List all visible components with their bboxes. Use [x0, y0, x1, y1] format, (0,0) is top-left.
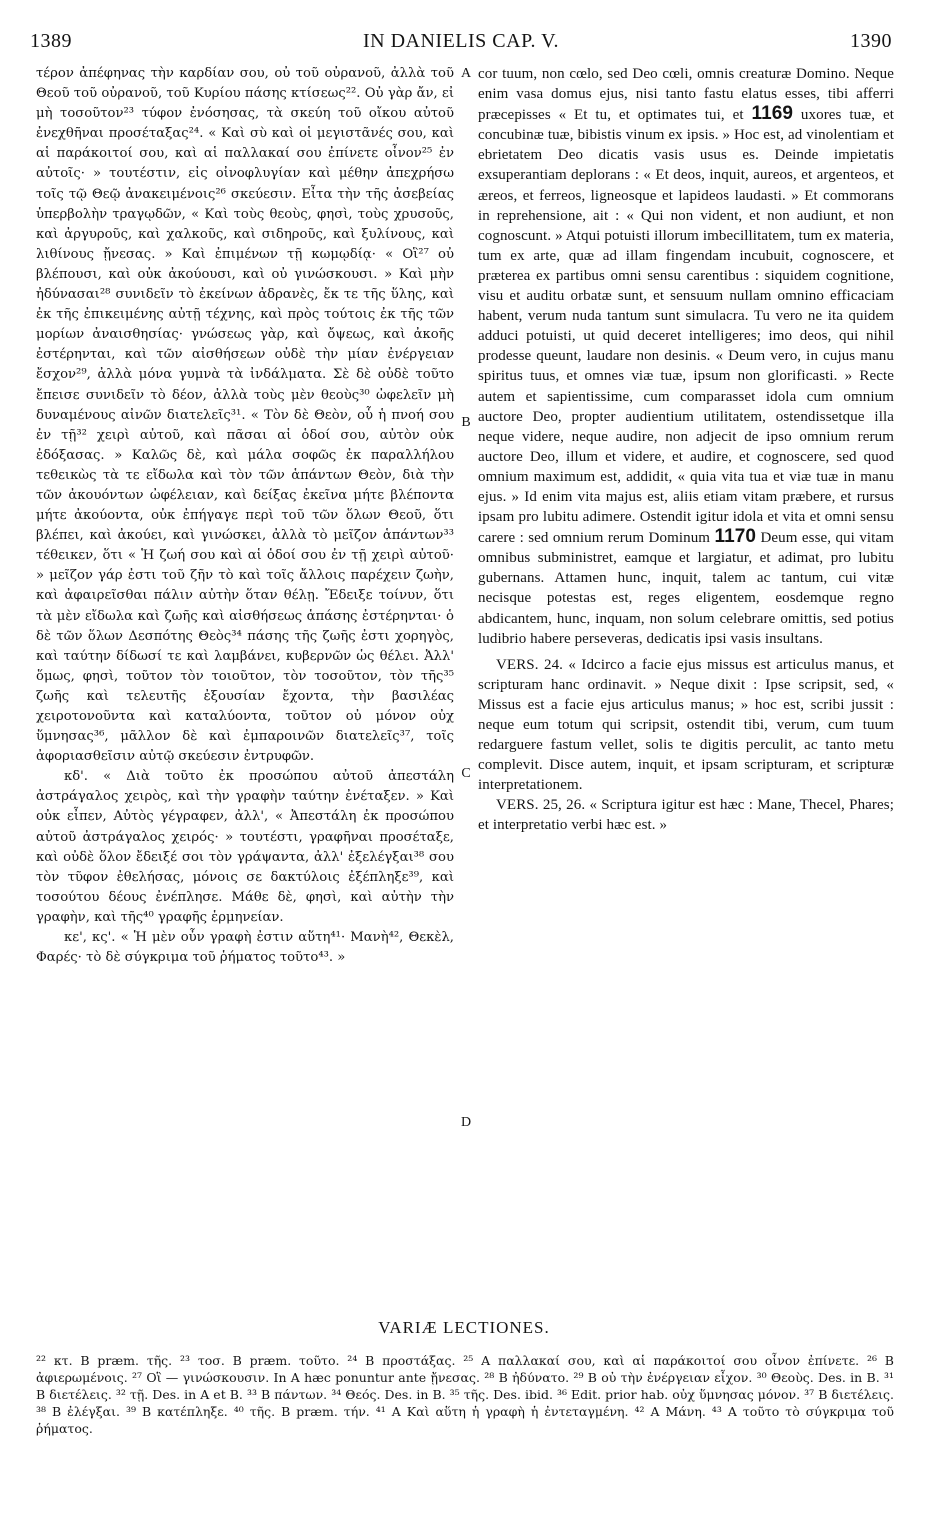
latin-verse-25-paragraph: VERS. 25, 26. « Scriptura igitur est hæc : Mane, Thecel, Phares; et interpretatio verbi hæc est. » — [478, 797, 894, 834]
running-title: IN DANIELIS CAP. V. — [362, 30, 559, 52]
latin-body-part-3: Deum esse, qui vitam omnibus subministret, eamque et largiatur, et adimat, pro lubitu gubernans. Attamen hunc, inquit, talem ac tantum, cui vitæ necisque potestas est, reges eligentem, eosdemque regno abdicantem, hunc, inquam, non solum celebrare omittis, sed potius ludibrio habere perseveras, dedicatis ipsi vasis insultans. — [478, 530, 894, 647]
column-number-1170: 1170 — [714, 526, 757, 548]
greek-body-paragraph: τέρον ἀπέφηνας τὴν καρδίαν σου, οὐ τοῦ οὐρανοῦ, ἀλλὰ τοῦ Θεοῦ τοῦ οὐρανοῦ, τοῦ Κυρίου πάσης κτίσεως²². Οὐ γὰρ ἄν, εἰ μὴ τοσοῦτον²³ τύφον ἐνόσησας, τὰ σκεύη τοῦ οἴκου αὐτοῦ ἐνεχθῆναι προσέταξας²⁴. « Καὶ σὺ καὶ οἱ μεγιστᾶνές σου, καὶ αἱ παράκοιτοί σου, καὶ αἱ παλλακαί σου ἐπίνετε οἶνον²⁵ ἐν αὐτοῖς· » τουτέστιν, εἰς οἰνοφλυγίαν καὶ μέθην ἀπεχρήσω τοῖς τῷ Θεῷ ἀνακειμένοις²⁶ σκεύεσιν. Εἶτα τὴν τῆς ἀσεβείας ὑπερβολὴν τραγῳδῶν, « Καὶ τοὺς θεοὺς, φησὶ, τοὺς χρυσοῦς, καὶ ἀργυροῦς, καὶ χαλκοῦς, καὶ σιδηροῦς, καὶ ξυλίνους, καὶ λιθίνους ᾔνεσας. » Καὶ ἐπιμένων τῇ κωμῳδίᾳ· « Οἳ²⁷ οὐ βλέπουσι, καὶ οὐκ ἀκούουσι, καὶ οὐ γινώσκουσι. » Καὶ μὴν ἠδύνασαι²⁸ συνιδεῖν τὸ ἐκείνων ἀδρανὲς, ἔκ τε τῆς ὕλης, καὶ ἐκ τῆς ἐπικειμένης αὐτῇ τέχνης, καὶ πρὸς τούτοις ἐκ τῆς τῶν μορίων ἀναισθησίας· γνώσεως γὰρ, καὶ ὄψεως, καὶ ἀκοῆς ἐστέρηνται, καὶ τῶν αἰσθήσεων οὐδὲ τὴν μίαν ἐνέργειαν ἔσχον²⁹, ἀλλὰ μόνα γυμνὰ τὰ ἰνδάλματα. Σὲ δὲ οὐδὲ τοῦτο ἔπεισε συνιδεῖν τὸ δέον, ἀλλὰ τοὺς μὲν θεοὺς³⁰ ὠφελεῖν μὴ δυναμένους αἰνῶν διατελεῖς³¹. « Τὸν δὲ Θεὸν, οὗ ἡ πνοή σου ἐν τῇ³² χειρὶ αὐτοῦ, καὶ πᾶσαι αἱ ὁδοί σου, αὐτὸν οὐκ ἐδόξασας. » Καλῶς δὲ, καὶ μάλα σοφῶς ἐκ παραλλήλου τεθεικὼς τὰ τε εἴδωλα καὶ τὸν τῶν ἁπάντων Θεὸν, διὰ τὴν τῶν ἀκουόντων ὠφέλειαν, καὶ δείξας ἐκεῖνα μήτε βλέποντα μήτε ἀκούοντα, οὐκ ἐπήγαγε περὶ τοῦ τῶν ὅλων Θεοῦ, ὅτι βλέπει, καὶ ἀκούει, καὶ γινώσκει, ἀλλὰ τὸ μεῖζον ἁπάντων³³ τέθεικεν, ὅτι « Ἡ ζωή σου καὶ αἱ ὁδοί σου ἐν τῇ χειρὶ αὐτοῦ· » μεῖζον γάρ ἐστι τοῦ ζῆν τὸ καὶ τοῖς ἄλλοις παρέχειν ζωὴν, καὶ ἀφαιρεῖσθαι πάλιν αὐτὴν ὅταν θέλῃ. Ἔδειξε τοίνυν, ὅτι τὰ μὲν εἴδωλα καὶ ζωῆς καὶ αἰσθήσεως ἁπάσης ἐστέρηνται· ὁ δὲ τῶν ὅλων Δεσπότης Θεὸς³⁴ πάσης τῆς ζωῆς ἐστι χορηγὸς, καὶ ταύτην δίδωσί τε καὶ λαμβάνει, κυβερνῶν ὡς θέλει. Ἀλλ' ὅμως, φησὶ, τοῦτον τὸν τοιοῦτον, τὸν τοσοῦτον, τὸν τῆς³⁵ ζωῆς καὶ τελευτῆς ἐξουσίαν ἔχοντα, τὴν βασιλέας χειροτονοῦντα καὶ καταλύοντα, τοῦτον οὐ μόνον οὐχ ὕμνησας³⁶, μᾶλλον δὲ καὶ ἐμπαροινῶν διατελεῖς³⁷, τοῖς ἀφοριασθεῖσιν αὐτῷ σκεύεσιν ἐντρυφῶν. — [36, 66, 454, 765]
margin-letter-a: A — [460, 66, 472, 81]
variae-lectiones-text: ²² κτ. B præm. τῆς. ²³ τοσ. B præm. τοῦτο. ²⁴ B προστάξας. ²⁵ A παλλακαί σου, καὶ αἱ παράκοιτοί σου οἶνον ἐπίνετε. ²⁶ B ἀφιερωμένοις. ²⁷ Οἳ — γινώσκουσιν. In A hæc ponuntur ante ᾔνεσας. ²⁸ B ἠδύνατο. ²⁹ B οὐ τὴν ἐνέργειαν εἶχον. ³⁰ Θεοὺς. Des. in B. ³¹ B διετέλεις. ³² τῇ. Des. in A et B. ³³ B πάντων. ³⁴ Θεός. Des. in B. ³⁵ τῆς. Des. ibid. ³⁶ Edit. prior hab. οὐχ ὕμνησας μόνον. ³⁷ B διετέλεις. ³⁸ B ἐλέγξαι. ³⁹ B κατέπληξε. ⁴⁰ τῆς. B præm. τήν. ⁴¹ A Καὶ αὕτη ἡ γραφὴ ἡ ἐντεταγμένη. ⁴² A Μάνη. ⁴³ A τοῦτο τὸ σύγκριμα τοῦ ῥήματος. — [36, 1353, 894, 1436]
page-number-right: 1390 — [850, 30, 892, 52]
greek-verse-24-paragraph: κδ'. « Διὰ τοῦτο ἐκ προσώπου αὐτοῦ ἀπεστάλη ἀστράγαλος χειρὸς, καὶ τὴν γραφὴν ταύτην ἐνέταξεν. » Καὶ οὐκ εἶπεν, Αὐτὸς γέγραφεν, ἀλλ', « Ἀπεστάλη ἐκ προσώπου αὐτοῦ ἀστράγαλος χειρός· » τουτέστι, γραφῆναι προσέταξε, καὶ οὐδὲ ὅλον ἔδειξέ σοι τὸν γράψαντα, ἀλλ' ἐξελέγξαι³⁸ σου τὸν τῦφον ἐθελήσας, μόνοις σε δακτύλοις ἐξέπληξε³⁹, καὶ τοσούτου δέους ἐνέπλησε. Μάθε δὲ, φησὶ, καὶ αὐτὴν τὴν γραφὴν, καὶ τῆς⁴⁰ γραφῆς ἑρμηνείαν. — [36, 769, 454, 925]
variae-lectiones-heading: VARIÆ LECTIONES. — [378, 1318, 550, 1337]
variae-lectiones-notes — [36, 1352, 894, 1437]
latin-body-part-1: cor tuum, non cœlo, sed Deo cœli, omnis creaturæ Domino. Neque enim vasa domus ejus, nisi tanto fastu elatus esses, tibi afferri præcepisses « Et tu, et optimates tui, et — [478, 66, 894, 124]
page-number-left: 1389 — [30, 30, 72, 52]
margin-letter-b: B — [461, 415, 471, 430]
greek-column — [36, 64, 454, 968]
greek-verse-25-paragraph: κε', κς'. « Ἡ μὲν οὖν γραφὴ ἐστιν αὕτη⁴¹· Μανὴ⁴², Θεκὲλ, Φαρές· τὸ δὲ σύγκριμα τοῦ ῥήματος τοῦτο⁴³. » — [36, 930, 454, 966]
latin-column — [478, 64, 894, 836]
column-number-1169: 1169 — [751, 103, 794, 125]
running-header — [30, 30, 892, 56]
latin-body-paragraph — [478, 64, 894, 649]
latin-body-part-2: uxores tuæ, et concubinæ tuæ, bibistis vinum ex ipsis. » Hoc est, ad vinolentiam et ebrietatem Deo dicatis vasis usus es. Deinde impietatis exsuperantiam deplorans : « Et deos, inquit, aureos, et argenteos, et æreos, et ferreos, ligneosque et lapideos laudasti. » Et commorans in reprehensione, ait : « Qui non vident, et non audiunt, et non cognoscunt. » Atqui potuisti illorum imbecillitatem, tum ex materia, tum ex arte, quæ ad illam fingendam incubuit, cognoscere, et præterea ex partibus omni sensu carentibus : siquidem cognitione, visu et auditu orbatæ sunt, et sensuum nullam omnino efficaciam habent, verum nuda tantum sunt simulacra. Tu vero ne ita quidem adduci potuisti, ut quid deceret intelligeres; imo deos, qui nihil prodesse queunt, laudare non desinis. « Deum vero, in cujus manu spiritus tuus, et omnes viæ tuæ, ipsum non glorificasti. » Recte autem et sapientissime, cum comparasset idola cum omnium auctore Deo, propter audientium utilitatem, ostendissetque illa neque videre, neque audire, non adjecit de ipso omnium rerum auctore Deo, illum et videre, et audire, et cognoscere, sed quod omnium maximum est, addidit, « quia vita tua et viæ tuæ in manu ejus. » Id enim vita majus est, aliis etiam vitam præbere, et rursus ipsam pro lubitu adimere. Ostendit igitur idola et vita et omni sensu carere : sed omnium rerum Dominum — [478, 107, 894, 547]
latin-verse-24-paragraph: VERS. 24. « Idcirco a facie ejus missus est articulus manus, et scripturam hanc ordinavit. » Neque dixit : Ipse scripsit, sed, « Missus est a facie ejus articulus manus; » hoc est, scribi jussit : neque eum totum qui scripsit, ostendit tibi, verum, cum tuum redarguere fastum vellet, solis te digitis perculit, ac tanto metu complevit. Disce autem, inquit, et ipsam scripturam, et scripturæ interpretationem. — [478, 656, 894, 794]
margin-letter-c: C — [461, 766, 471, 781]
margin-letter-d: D — [460, 1115, 472, 1130]
